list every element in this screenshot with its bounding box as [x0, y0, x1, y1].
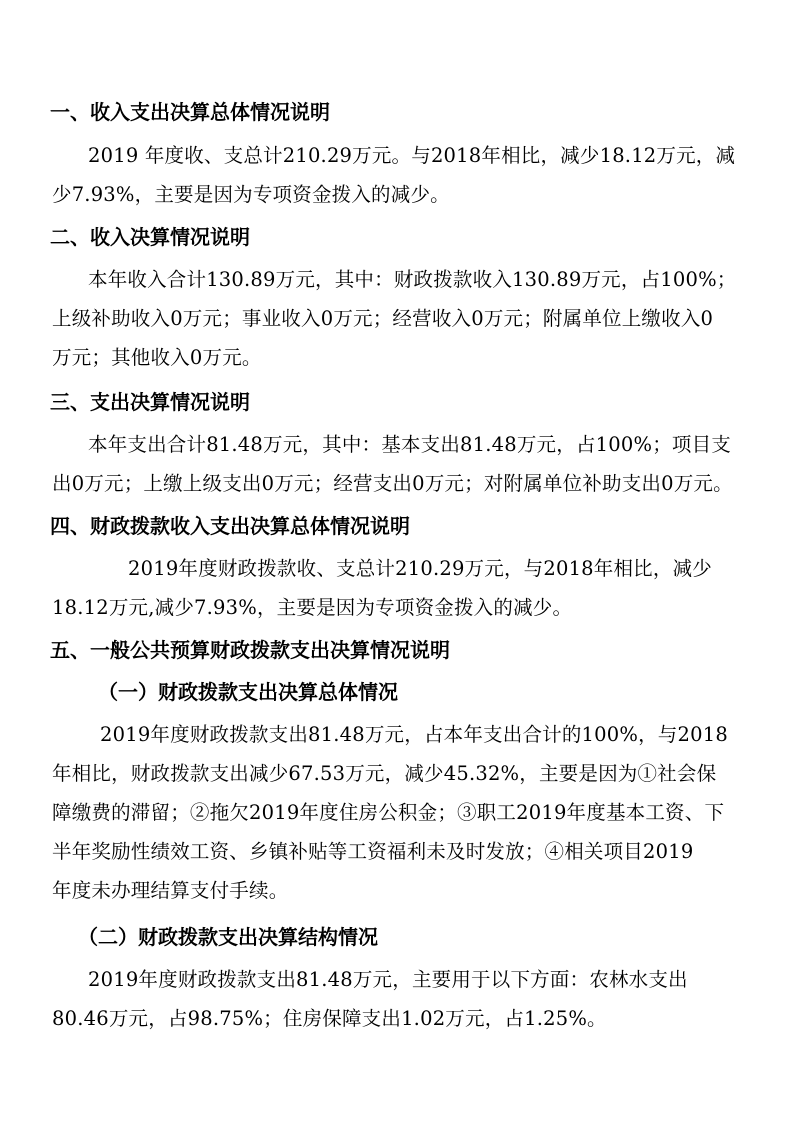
paragraph-line: 18.12万元,减少7.93%，主要是因为专项资金拨入的减少。 — [52, 596, 573, 619]
paragraph-line: 少7.93%，主要是因为专项资金拨入的减少。 — [52, 183, 450, 206]
subsection-heading: （一）财政拨款支出决算总体情况 — [98, 680, 398, 704]
section-heading: 一、收入支出决算总体情况说明 — [50, 100, 330, 124]
paragraph-line: 障缴费的滞留；②拖欠2019年度住房公积金；③职工2019年度基本工资、下 — [52, 801, 725, 824]
paragraph-line: 年相比，财政拨款支出减少67.53万元，减少45.32%，主要是因为①社会保 — [52, 762, 717, 785]
paragraph-line: 本年支出合计81.48万元，其中：基本支出81.48万元，占100%；项目支 — [88, 433, 731, 456]
paragraph-line: 半年奖励性绩效工资、乡镇补贴等工资福利未及时发放；④相关项目2019 — [52, 840, 694, 863]
section-heading: 五、一般公共预算财政拨款支出决算情况说明 — [50, 638, 450, 662]
section-heading: 四、财政拨款收入支出决算总体情况说明 — [50, 514, 410, 538]
paragraph-line: 本年收入合计130.89万元，其中：财政拨款收入130.89万元，占100%； — [88, 268, 737, 291]
paragraph-line: 年度未办理结算支付手续。 — [52, 879, 289, 902]
paragraph-line: 2019年度财政拨款支出81.48万元，主要用于以下方面：农林水支出 — [88, 968, 688, 991]
section-heading: 三、支出决算情况说明 — [50, 390, 250, 414]
paragraph-line: 80.46万元，占98.75%；住房保障支出1.02万元，占1.25%。 — [52, 1007, 607, 1030]
paragraph-line: 2019 年度收、支总计210.29万元。与2018年相比，减少18.12万元，减 — [88, 144, 736, 167]
subsection-heading: （二）财政拨款支出决算结构情况 — [78, 925, 378, 949]
paragraph-line: 2019年度财政拨款收、支总计210.29万元，与2018年相比，减少 — [128, 557, 712, 580]
paragraph-line: 上级补助收入0万元；事业收入0万元；经营收入0万元；附属单位上缴收入0 — [52, 307, 714, 330]
section-heading: 二、收入决算情况说明 — [50, 225, 250, 249]
paragraph-line: 出0万元；上缴上级支出0万元；经营支出0万元；对附属单位补助支出0万元。 — [52, 472, 733, 495]
paragraph-line: 万元；其他收入0万元。 — [52, 346, 262, 369]
paragraph-line: 2019年度财政拨款支出81.48万元，占本年支出合计的100%，与2018 — [100, 723, 728, 746]
